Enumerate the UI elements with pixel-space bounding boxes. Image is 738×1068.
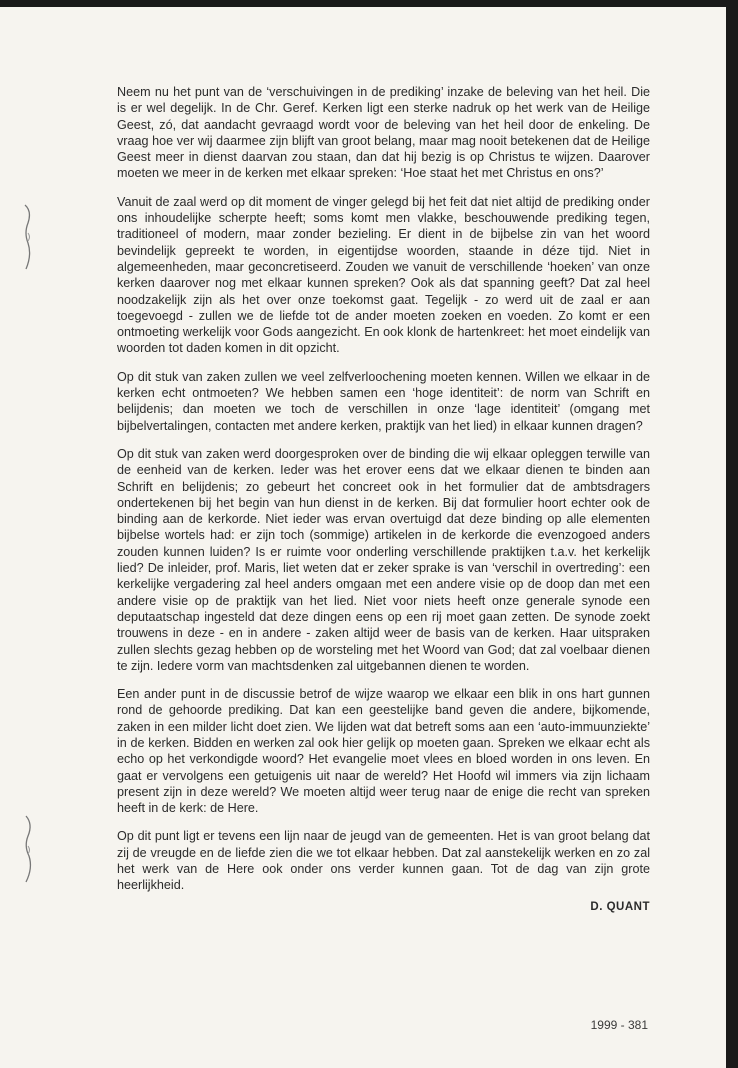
article-body bbox=[117, 84, 650, 915]
page-number: 1999 - 381 bbox=[590, 1018, 648, 1032]
binding-mark-icon bbox=[22, 814, 36, 884]
document-page bbox=[0, 7, 726, 1068]
paragraph-4: Op dit stuk van zaken werd doorgesproken over de binding die wij elkaar opleggen terwille van de eenheid van de kerken. Ieder was het erover eens dat we elkaar dienen te binden aan Schrift en belijdenis; zo gebeurt het concreet ook in het formulier dat de ambtsdragers ondertekenen bij het begin van hun dienst in de kerken. Bij dat formulier hoort echter ook de binding aan de kerkorde. Niet ieder was ervan overtuigd dat deze binding op alle elementen bijbelse wortels had: er zijn toch (sommige) artikelen in de kerkorde die evenzogoed anders zouden kunnen luiden? Is er ruimte voor onderling verschillende praktijken t.a.v. het kerkelijk lied? De inleider, prof. Maris, liet weten dat er zeker sprake is van ‘verschil in overtreding’: een kerkelijke vergadering zal heel anders omgaan met een andere visie op de doop dan met een andere visie op de praktijk van het lied. Niet voor niets heeft onze generale synode een deputaatschap ingesteld dat deze dingen eens op een rij moet gaan zetten. De synode zoekt trouwens in deze - en in andere - zaken altijd weer de basis van de kerken. Haar uitspraken zullen slechts gezag hebben op de worsteling met het Woord van God; dat zal voelbaar dienen te zijn. Iedere vorm van machtsdenken zal uitgebannen dienen te worden. bbox=[117, 446, 650, 673]
paragraph-6: Op dit punt ligt er tevens een lijn naar de jeugd van de gemeenten. Het is van groot belang dat zij de vreugde en de liefde zien die we tot elkaar hebben. Dat zal aanstekelijk werken en zo zal het werk van de Here ook onder ons verder kunnen gaan. Tot de dag van zijn grote heerlijkheid. bbox=[117, 829, 650, 893]
paragraph-5: Een ander punt in de discussie betrof de wijze waarop we elkaar een blik in ons hart gunnen rond de gehoorde prediking. Dat kan een geestelijke band geven die andere, bijkomende, zaken in een milder licht doet zien. We lijden wat dat betreft soms aan een ‘auto-immuunziekte’ in de kerken. Bidden en werken zal ook hier gelijk op moeten gaan. Spreken we elkaar echt als echo op het verkondigde woord? Het evangelie moet vlees en bloed worden in ons leven. En gaat er vervolgens een getuigenis uit naar de wereld? Het Hoofd wil immers via zijn lichaam present zijn in deze wereld? We moeten altijd weer terug naar de enige die recht van spreken heeft in de kerk: de Here. bbox=[117, 687, 650, 816]
paragraph-3: Op dit stuk van zaken zullen we veel zelfverloochening moeten kennen. Willen we elkaar in de kerken echt ontmoeten? We hebben samen een ‘hoge identiteit’: de norm van Schrift en belijdenis; dan moeten we toch de verschillen in onze ‘lage identiteit’ (omgang met bijbelvertalingen, contacten met andere kerken, praktijk van het lied) in elkaar kunnen dragen? bbox=[117, 369, 650, 433]
paragraph-2: Vanuit de zaal werd op dit moment de vinger gelegd bij het feit dat niet altijd de prediking onder ons inhoudelijke scherpte heeft; soms komt men vlakke, beschouwende prediking tegen, traditioneel of modern, maar zonder bezieling. Er dient in de bijbelse zin van het woord bevindelijk gepreekt te worden, in eigentijdse woorden, staande in déze tijd. Niet in algemeenheden, maar geconcretiseerd. Zouden we vanuit de verschillende ‘hoeken’ van onze kerken daarover nog met elkaar kunnen spreken? Ook als dat spanning geeft? Dat zal heel noodzakelijk zijn als het over onze toekomst gaat. Tegelijk - zo werd uit de zaal er aan toegevoegd - zullen we de liefde tot de ander moeten zoeken en voeden. Zo komt er een ontmoeting werkelijk voor Gods aangezicht. En ook klonk de hartenkreet: het moet eindelijk van woorden tot daden komen in dit opzicht. bbox=[117, 194, 650, 356]
author-signature: D. QUANT bbox=[590, 900, 650, 913]
binding-mark-bottom bbox=[22, 814, 36, 884]
paragraph-1: Neem nu het punt van de ‘verschuivingen in de prediking’ inzake de beleving van het heil. Die is er wel degelijk. In de Chr. Geref. Kerken ligt een sterke nadruk op het werk van de Heilige Geest, zó, dat aandacht gevraagd wordt voor de beleving van het heil door de enkeling. De vraag hoe ver wij daarmee zijn blijft van groot belang, maar mag nooit betekenen dat de Heilige Geest meer in dienst daarvan zou staan, dan dat hij bezig is op Christus te wijzen. Daarover moeten we meer in de kerken met elkaar spreken: ‘Hoe staat het met Christus en ons?’ bbox=[117, 85, 650, 181]
binding-mark-top bbox=[22, 203, 36, 273]
binding-mark-icon bbox=[22, 203, 36, 273]
